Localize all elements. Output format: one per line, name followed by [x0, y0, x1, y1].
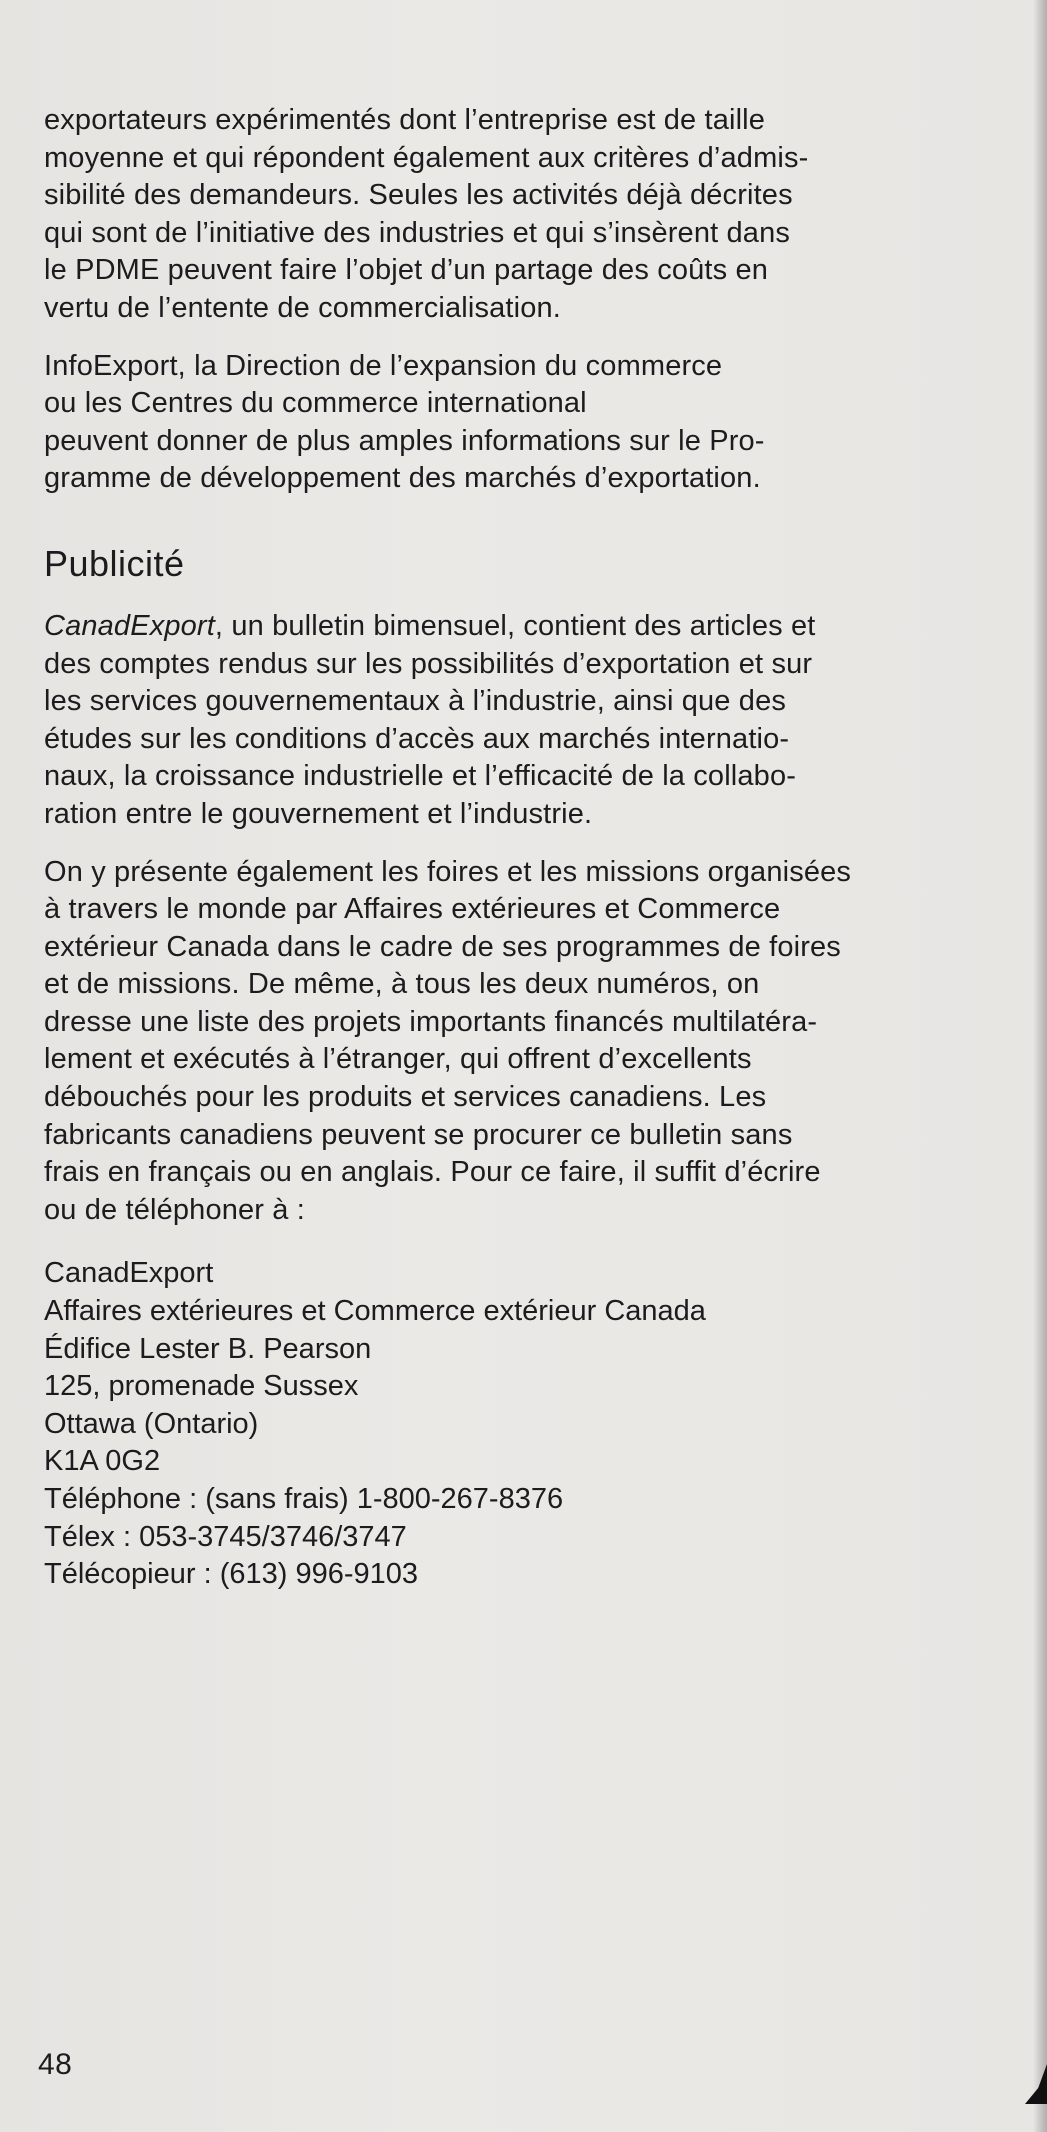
text-line: débouchés pour les produits et services canadiens. Les [44, 1081, 767, 1114]
address-line-building: Édifice Lester B. Pearson [44, 1332, 372, 1365]
publication-title: CanadExport [44, 609, 215, 642]
text-line: moyenne et qui répondent également aux critères d’admis- [44, 141, 809, 174]
text-line: extérieur Canada dans le cadre de ses programmes de foires [44, 930, 841, 963]
section-heading-publicite: Publicité [44, 542, 185, 584]
text-line: vertu de l’entente de commercialisation. [44, 291, 561, 324]
paragraph-infoexport [44, 348, 974, 498]
text-line: frais en français ou en anglais. Pour ce faire, il suffit d’écrire [44, 1156, 821, 1189]
text-line: qui sont de l’initiative des industries et qui s’insèrent dans [44, 216, 790, 249]
text-line: naux, la croissance industrielle et l’efficacité de la collabo- [44, 760, 797, 793]
text-line: peuvent donner de plus amples informations sur le Pro- [44, 424, 765, 457]
paragraph-canadexport-bulletin [44, 608, 984, 834]
text-line: dresse une liste des projets importants financés multilatéra- [44, 1005, 818, 1038]
address-line-street: 125, promenade Sussex [44, 1370, 359, 1403]
text-line: fabricants canadiens peuvent se procurer ce bulletin sans [44, 1118, 793, 1151]
text-line: et de missions. De même, à tous les deux numéros, on [44, 968, 760, 1001]
page-edge-shadow [1033, 0, 1047, 2132]
page-body [44, 102, 984, 1594]
text-line: études sur les conditions d’accès aux marchés internatio- [44, 722, 790, 755]
address-line-postal-code: K1A 0G2 [44, 1445, 161, 1478]
text-line: des comptes rendus sur les possibilités d’exportation et sur [44, 647, 813, 680]
page-number: 48 [38, 2048, 73, 2081]
text-line: exportateurs expérimentés dont l’entreprise est de taille [44, 104, 766, 136]
text-line: sibilité des demandeurs. Seules les activités déjà décrites [44, 179, 793, 212]
text-line: le PDME peuvent faire l’objet d’un partage des coûts en [44, 254, 769, 287]
text-line: gramme de développement des marchés d’exportation. [44, 462, 761, 495]
address-line-telex: Télex : 053-3745/3746/3747 [44, 1520, 407, 1553]
text-line: les services gouvernementaux à l’industrie, ainsi que des [44, 685, 787, 718]
text-line: On y présente également les foires et les missions organisées [44, 855, 852, 888]
contact-address-block [44, 1255, 984, 1593]
address-line-department: Affaires extérieures et Commerce extérieur Canada [44, 1295, 706, 1328]
text-line: ration entre le gouvernement et l’industrie. [44, 797, 593, 830]
text-line: InfoExport, la Direction de l’expansion du commerce [44, 349, 723, 382]
text-line: , un bulletin bimensuel, contient des articles et [214, 609, 816, 642]
text-line: ou les Centres du commerce international [44, 387, 587, 420]
address-line-fax: Télécopieur : (613) 996-9103 [44, 1558, 419, 1591]
address-line-city: Ottawa (Ontario) [44, 1407, 259, 1440]
text-line: ou de téléphoner à : [44, 1193, 305, 1226]
text-line: à travers le monde par Affaires extérieures et Commerce [44, 893, 781, 926]
address-line-telephone: Téléphone : (sans frais) 1-800-267-8376 [44, 1483, 564, 1515]
text-line: lement et exécutés à l’étranger, qui offrent d’excellents [44, 1043, 752, 1076]
paragraph-eligibility [44, 102, 974, 328]
address-line-publication: CanadExport [44, 1257, 214, 1290]
paragraph-fairs-missions [44, 854, 984, 1230]
